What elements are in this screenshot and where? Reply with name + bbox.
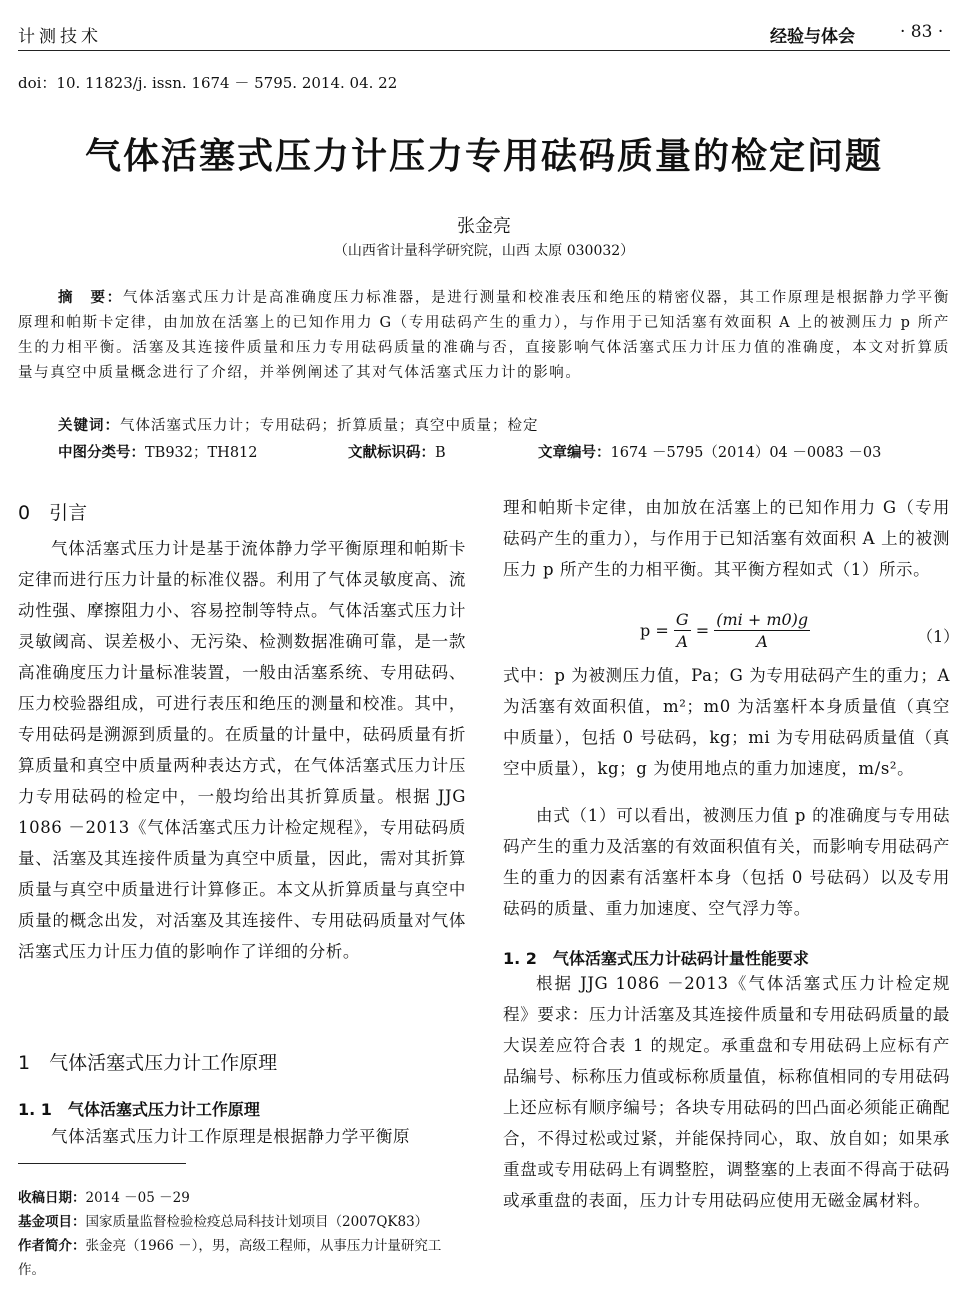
right-continuation: 理和帕斯卡定律，由加放在活塞上的已知作用力 G（专用砝码产生的重力），与作用于已知活塞有效面积 A 上的被测压力 p 所产生的力相平衡。其平衡方程如式（1）所示。 bbox=[503, 498, 950, 579]
footnote-author: 作者简介：张金亮（1966 －），男，高级工程师，从事压力计量研究工作。 bbox=[18, 1238, 442, 1278]
keywords-text: 气体活塞式压力计；专用砝码；折算质量；真空中质量；检定 bbox=[120, 418, 539, 434]
section-1-1-text: 气体活塞式压力计工作原理是根据静力学平衡原 bbox=[51, 1127, 411, 1146]
section-1-2-text: 根据 JJG 1086 －2013《气体活塞式压力计检定规程》要求：压力计活塞及其连接件质量和专用砝码质量的最大误差应符合表 1 的规定。承重盘和专用砝码上应标有产品编号、标称压力值或标称质量值，标称值相同的专用砝码上还应标有顺序编号；各块专用砝码的凹凸面必须能正确配合，不得过松或过紧，并能保持同心，取、放自如；如果承重盘或专用砝码上有调整腔，调整塞的上表面不得高于砝码或承重盘的表面，压力计专用砝码应使用无磁金属材料。 bbox=[503, 974, 950, 1210]
paper-title: 气体活塞式压力计压力专用砝码质量的检定问题 bbox=[84, 136, 883, 177]
intro-paragraph: 气体活塞式压力计是基于流体静力学平衡原理和帕斯卡定律而进行压力计量的标准仪器。利用了气体灵敏度高、流动性强、摩擦阻力小、容易控制等特点。气体活塞式压力计灵敏阈高、误差极小、无污染、检测数据准确可靠，是一款高准确度压力计量标准装置，一般由活塞系统、专用砝码、压力校验器组成，可进行表压和绝压的测量和校准。其中，专用砝码是溯源到质量的。在质量的计量中，砝码质量有折算质量和真空中质量两种表达方式，在气体活塞式压力计压力专用砝码的检定中，一般均给出其折算质量。根据 JJG 1086 －2013《气体活塞式压力计检定规程》，专用砝码质量、活塞及其连接件质量为真空中质量，因此，需对其折算质量与真空中质量进行计算修正。本文从折算质量与真空中质量的概念出发，对活塞及其连接件、专用砝码质量对气体活塞式压力计压力值的影响作了详细的分析。 bbox=[18, 539, 466, 961]
symbol-definitions: 式中：p 为被测压力值，Pa；G 为专用砝码产生的重力；A 为活塞有效面积值，m²；m0 为活塞杆本身质量值（真空中质量），包括 0 号砝码，kg；mi 为专用砝码质量值（真空中质量），kg；g 为使用地点的重力加速度，m/s²。 bbox=[503, 666, 950, 778]
clc-number: 中图分类号：TB932；TH812 bbox=[58, 445, 258, 461]
keywords bbox=[58, 414, 539, 435]
fraction-g-over-a: $\frac{G}{A}$ bbox=[675, 610, 689, 651]
equation-number: （1） bbox=[917, 627, 960, 646]
affiliation: （山西省计量科学研究院，山西 太原 030032） bbox=[333, 243, 635, 259]
journal-name: 计测技术 bbox=[18, 27, 102, 47]
footnote-funding: 基金项目：国家质量监督检验检疫总局科技计划项目（2007QK83） bbox=[18, 1214, 429, 1230]
equation-1: p = $\frac{G}{A}$ = $\frac{(mi + m0)g}{A}$ bbox=[640, 610, 809, 651]
footnotes bbox=[18, 1186, 468, 1282]
doi: doi：10. 11823/j. issn. 1674 － 5795. 2014. 04. 22 bbox=[18, 74, 398, 92]
article-number: 文章编号：1674 －5795（2014）04 －0083 －03 bbox=[538, 445, 882, 461]
abstract-label: 摘 要： bbox=[58, 290, 123, 306]
abstract bbox=[18, 286, 950, 386]
header-rule bbox=[18, 50, 950, 51]
equation-discussion: 由式（1）可以看出，被测压力值 p 的准确度与专用砝码产生的重力及活塞的有效面积值有关，而影响专用砝码产生的重力的因素有活塞杆本身（包括 0 号砝码）以及专用砝码的质量、重力加速度、空气浮力等。 bbox=[503, 806, 950, 918]
section-name: 经验与体会 bbox=[770, 27, 855, 47]
section-1-heading: 1 气体活塞式压力计工作原理 bbox=[18, 1052, 278, 1074]
footnote-received: 收稿日期：2014 －05 －29 bbox=[18, 1190, 190, 1206]
keywords-label: 关键词： bbox=[58, 418, 120, 434]
section-1-1-heading: 1. 1 气体活塞式压力计工作原理 bbox=[18, 1100, 260, 1119]
document-code: 文献标识码：B bbox=[348, 445, 446, 461]
page-number: · 83 · bbox=[900, 22, 944, 42]
section-0-heading: 0 引言 bbox=[18, 502, 88, 524]
author: 张金亮 bbox=[457, 216, 511, 237]
fraction-mass-over-a: $\frac{(mi + m0)g}{A}$ bbox=[716, 610, 809, 651]
section-1-2-heading: 1. 2 气体活塞式压力计砝码计量性能要求 bbox=[503, 949, 809, 968]
footnote-rule bbox=[18, 1163, 186, 1164]
abstract-text: 气体活塞式压力计是高准确度压力标准器，是进行测量和校准表压和绝压的精密仪器，其工作原理是根据静力学平衡原理和帕斯卡定律，由加放在活塞上的已知作用力 G（专用砝码产生的重力），与作用于已知活塞有效面积 A 上的被测压力 p 所产生的力相平衡。活塞及其连接件质量和压力专用砝码质量的准确与否，直接影响气体活塞式压力计压力值的准确度，本文对折算质量与真空中质量概念进行了介绍，并举例阐述了其对气体活塞式压力计的影响。 bbox=[18, 290, 950, 381]
